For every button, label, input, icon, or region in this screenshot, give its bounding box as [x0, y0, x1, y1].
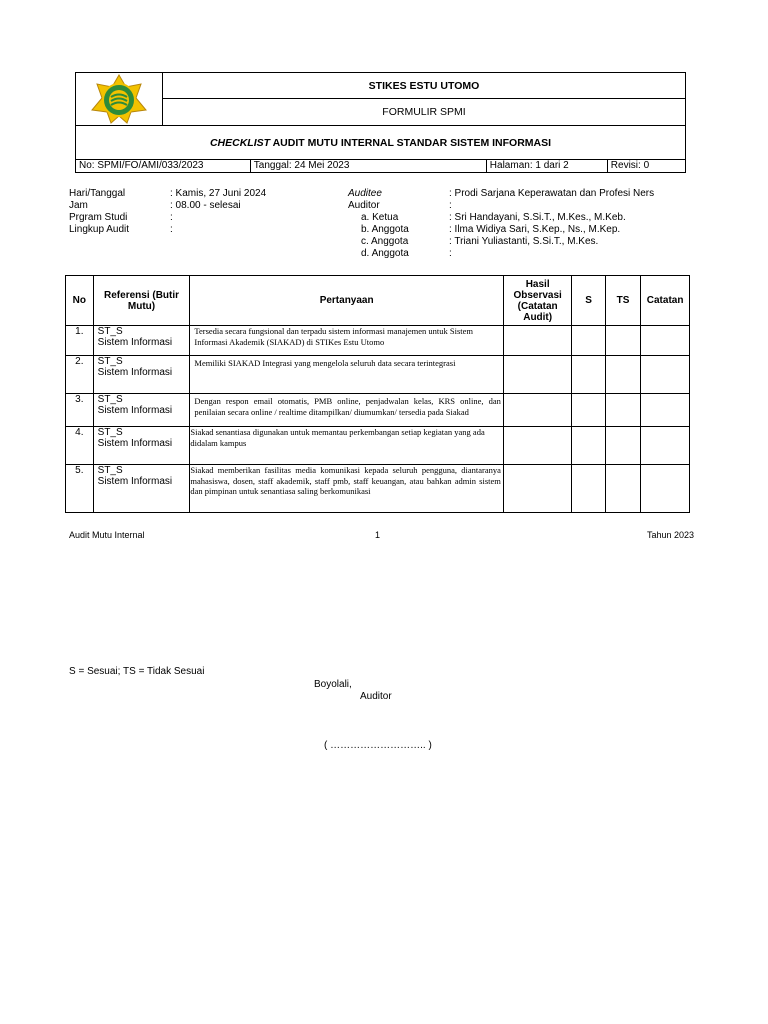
place-text: Boyolali, [314, 679, 352, 690]
signature-line: ( ……………………….. ) [324, 740, 432, 751]
row-ts-cell[interactable] [605, 326, 640, 356]
checklist-table [65, 275, 690, 513]
footer-page-number: 1 [375, 530, 381, 540]
value-auditee: : Prodi Sarjana Keperawatan dan Profesi Ners [449, 188, 655, 199]
row-ts-cell[interactable] [605, 465, 640, 513]
row-s-cell[interactable] [572, 465, 605, 513]
value-jam: : 08.00 - selesai [170, 200, 241, 211]
ref-name: Sistem Informasi [97, 337, 173, 348]
row-s-cell[interactable] [572, 356, 605, 394]
header-s: S [572, 276, 605, 326]
document-header [75, 72, 686, 173]
label-auditee: Auditee [348, 188, 382, 199]
table-header-row [66, 276, 690, 326]
logo-emblem-icon [90, 73, 148, 125]
legend-text: S = Sesuai; TS = Tidak Sesuai [69, 666, 205, 677]
row-catatan-cell[interactable] [641, 356, 690, 394]
auditor-label: Auditor [360, 691, 392, 702]
row-referensi [93, 356, 190, 394]
row-s-cell[interactable] [572, 326, 605, 356]
label-lingkup: Lingkup Audit [69, 224, 130, 235]
label-anggota-c: c. Anggota [361, 236, 409, 247]
ref-name: Sistem Informasi [97, 438, 173, 449]
value-anggota-c: : Triani Yuliastanti, S.Si.T., M.Kes. [449, 236, 599, 247]
title-italic: CHECKLIST [209, 136, 271, 149]
label-ketua: a. Ketua [361, 212, 399, 223]
ref-code: ST_S [97, 356, 123, 367]
row-hasil-cell[interactable] [503, 326, 572, 356]
header-catatan: Catatan [641, 276, 690, 326]
row-referensi [93, 326, 190, 356]
label-anggota-d: d. Anggota [361, 248, 409, 259]
doc-page-revision [486, 160, 685, 173]
value-ketua: : Sri Handayani, S.Si.T., M.Kes., M.Keb. [449, 212, 626, 223]
row-ts-cell[interactable] [605, 427, 640, 465]
doc-date: Tanggal: 24 Mei 2023 [250, 160, 486, 173]
ref-code: ST_S [97, 394, 123, 405]
label-hari: Hari/Tanggal [69, 188, 126, 199]
row-pertanyaan: Siakad memberikan fasilitas media komunikasi kepada seluruh pengguna, diantaranya mahasiswa, dosen, staff akademik, staff pmb, staff keuangan, atau bahkan admin sistem dan pimpinan untuk senantiasa saling berkomunikasi [190, 465, 504, 513]
label-jam: Jam [69, 200, 88, 211]
table-row [66, 394, 690, 427]
ref-name: Sistem Informasi [97, 367, 173, 378]
value-lingkup: : [170, 224, 173, 235]
footer-right: Tahun 2023 [647, 530, 695, 540]
value-prodi: : [170, 212, 173, 223]
table-row [66, 356, 690, 394]
row-pertanyaan: Siakad senantiasa digunakan untuk memantau perkembangan setiap kegiatan yang ada didalam kampus [190, 427, 504, 465]
label-auditor: Auditor [348, 200, 380, 211]
row-hasil-cell[interactable] [503, 394, 572, 427]
row-pertanyaan: Tersedia secara fungsional dan terpadu sistem informasi manajemen untuk Sistem Informasi Akademik (SIAKAD) di STIKes Estu Utomo [190, 326, 504, 356]
doc-page: Halaman: 1 dari 2 [487, 160, 608, 172]
title-rest: AUDIT MUTU INTERNAL STANDAR SISTEM INFORMASI [270, 136, 552, 149]
label-anggota-b: b. Anggota [361, 224, 409, 235]
institution-logo [76, 73, 163, 126]
row-catatan-cell[interactable] [641, 465, 690, 513]
row-referensi [93, 427, 190, 465]
header-ts: TS [605, 276, 640, 326]
row-no: 4. [66, 427, 94, 465]
row-hasil-cell[interactable] [503, 427, 572, 465]
ref-code: ST_S [97, 465, 123, 476]
value-hari: : Kamis, 27 Juni 2024 [170, 188, 267, 199]
row-no: 3. [66, 394, 94, 427]
row-referensi [93, 394, 190, 427]
document-title [76, 126, 686, 160]
row-hasil-cell[interactable] [503, 465, 572, 513]
value-anggota-b: : Ilma Widiya Sari, S.Kep., Ns., M.Kep. [449, 224, 621, 235]
row-no: 1. [66, 326, 94, 356]
row-no: 5. [66, 465, 94, 513]
row-ts-cell[interactable] [605, 356, 640, 394]
row-ts-cell[interactable] [605, 394, 640, 427]
form-name: FORMULIR SPMI [163, 99, 686, 126]
row-s-cell[interactable] [572, 427, 605, 465]
table-row [66, 326, 690, 356]
institution-name: STIKES ESTU UTOMO [163, 73, 686, 99]
value-anggota-d: : [449, 248, 452, 259]
row-pertanyaan: Memiliki SIAKAD Integrasi yang mengelola seluruh data secara terintegrasi [190, 356, 504, 394]
row-catatan-cell[interactable] [641, 326, 690, 356]
row-no: 2. [66, 356, 94, 394]
ref-name: Sistem Informasi [97, 476, 173, 487]
row-s-cell[interactable] [572, 394, 605, 427]
ref-code: ST_S [97, 326, 123, 337]
ref-name: Sistem Informasi [97, 405, 173, 416]
row-catatan-cell[interactable] [641, 394, 690, 427]
row-catatan-cell[interactable] [641, 427, 690, 465]
row-pertanyaan: Dengan respon email otomatis, PMB online, penjadwalan kelas, KRS online, dan penilaian secara online / realtime ditampilkan/ diumumkan/ tersedia pada Siakad [190, 394, 504, 427]
table-row [66, 465, 690, 513]
header-hasil: Hasil Observasi (Catatan Audit) [503, 276, 572, 326]
label-prodi: Prgram Studi [69, 212, 128, 223]
doc-revision: Revisi: 0 [610, 160, 650, 171]
doc-number: No: SPMI/FO/AMI/033/2023 [76, 160, 251, 173]
header-pertanyaan: Pertanyaan [190, 276, 504, 326]
table-row [66, 427, 690, 465]
header-referensi: Referensi (Butir Mutu) [93, 276, 190, 326]
footer-left: Audit Mutu Internal [69, 530, 145, 540]
row-referensi [93, 465, 190, 513]
value-auditor: : [449, 200, 452, 211]
header-no: No [66, 276, 94, 326]
ref-code: ST_S [97, 427, 123, 438]
row-hasil-cell[interactable] [503, 356, 572, 394]
